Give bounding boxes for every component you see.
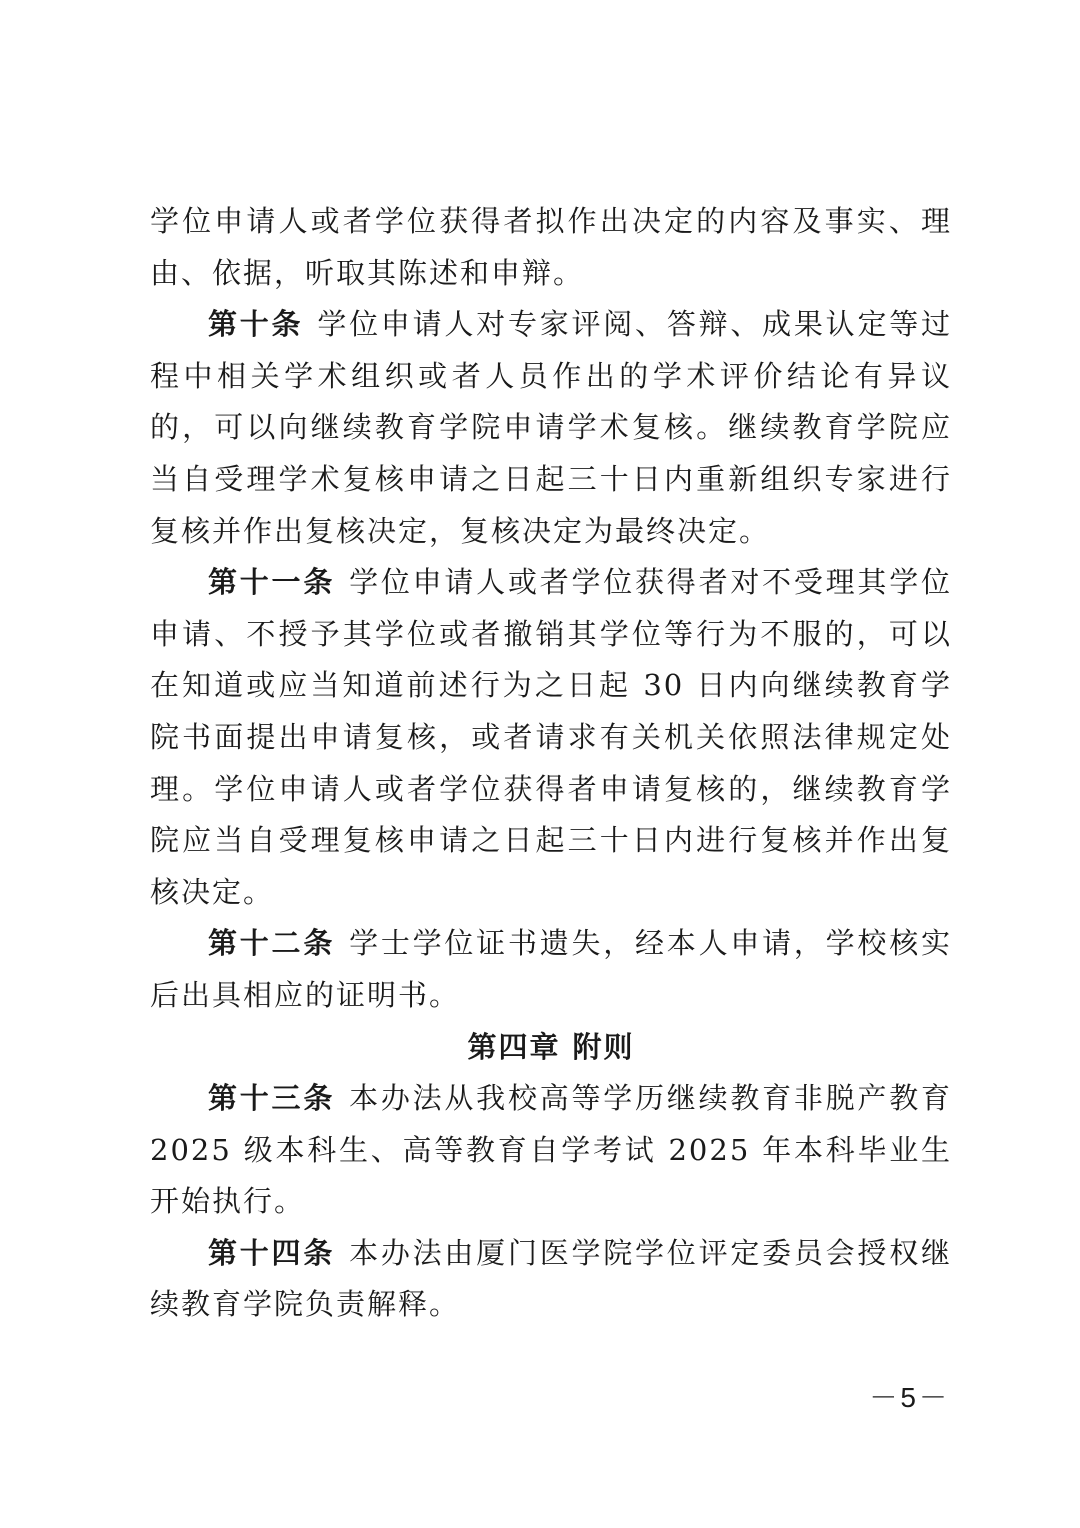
article-12-text: 学士学位证书遗失，经本人申请，学校核实后出具相应的证明书。 [150,926,952,1012]
article-13-text: 本办法从我校高等学历继续教育非脱产教育 2025 级本科生、高等教育自学考试 2025 年本科毕业生开始执行。 [150,1081,952,1219]
page-number: －5－ [869,1382,950,1413]
article-11-label: 第十一条 [208,565,336,600]
chapter-title: 第四章 附则 [467,1029,635,1064]
article-14 [150,1228,952,1331]
document-body [150,196,952,1331]
article-12-label: 第十二条 [208,926,336,961]
article-11-text: 学位申请人或者学位获得者对不受理其学位申请、不授予其学位或者撤销其学位等行为不服的，可以在知道或应当知道前述行为之日起 30 日内向继续教育学院书面提出申请复核，或者请求有关机关依照法律规定处理。学位申请人或者学位获得者申请复核的，继续教育学院应当自受理复核申请之日起三十日内进行复核并作出复核决定。 [150,565,952,909]
article-14-text: 本办法由厦门医学院学位评定委员会授权继续教育学院负责解释。 [150,1235,952,1322]
article-10-label: 第十条 [208,307,304,342]
continued-paragraph [150,196,952,299]
article-13 [150,1073,952,1228]
article-12 [150,918,952,1021]
article-10 [150,299,952,557]
article-10-text: 学位申请人对专家评阅、答辩、成果认定等过程中相关学术组织或者人员作出的学术评价结论有异议的，可以向继续教育学院申请学术复核。继续教育学院应当自受理学术复核申请之日起三十日内重新组织专家进行复核并作出复核决定，复核决定为最终决定。 [150,307,952,548]
continued-paragraph-text: 学位申请人或者学位获得者拟作出决定的内容及事实、理由、依据，听取其陈述和申辩。 [150,204,952,290]
article-14-label: 第十四条 [208,1235,336,1270]
article-13-label: 第十三条 [208,1081,336,1116]
article-11 [150,557,952,918]
